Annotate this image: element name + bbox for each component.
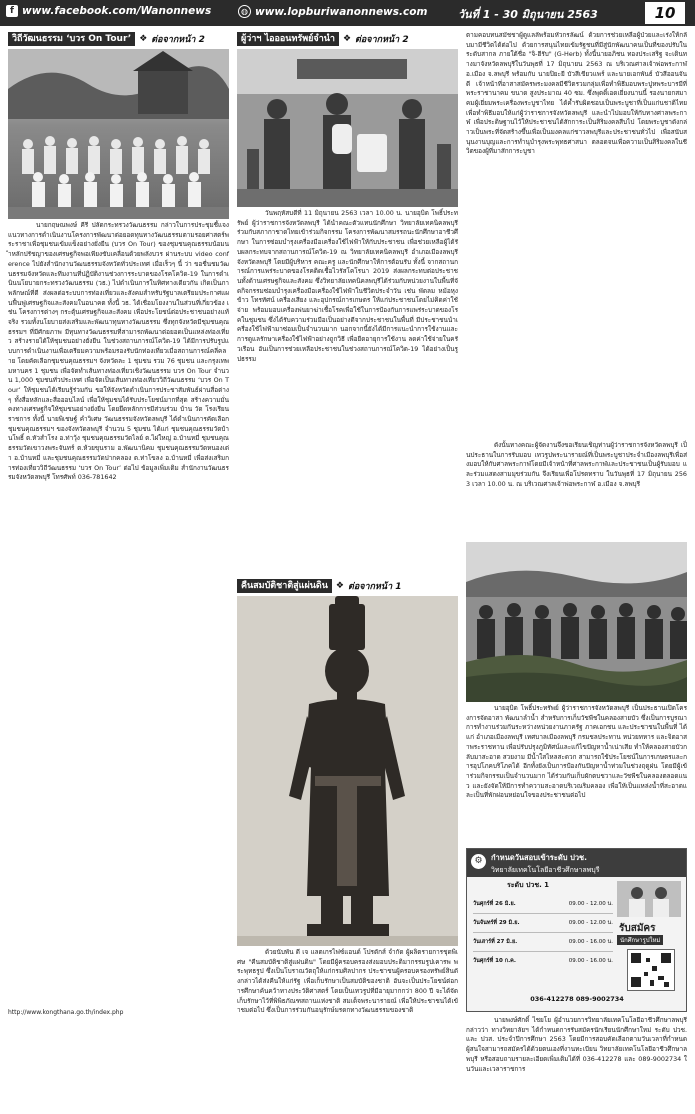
article-body: วันพฤหัสบดีที่ 11 มิถุนายน 2563 เวลา 10.00 น. นายอุบิด โพธิ์ประทรัพย์ ผู้ว่าราชการจังหวัดลพบุรี ได้นำคณะตัวแทนนักศึกษา วิทยาลัยเทคนิคลพบุรี ร่วมกับสภากาชาดไทยเข้าร่วมกิจกรรม โครงการพัฒนาสมรรถนะนักศึกษาอาชีวศึกษา ในการซ่อมบำรุงเครื่องมือเครื่องใช้ไฟฟ้าให้กับประชาชน เพื่อช่วยเหลือผู้ได้รับผลกระทบจากสถานการณ์โควิด-19 ณ วิทยาลัยเทคนิคลพบุรี อำเภอเมืองลพบุรี จังหวัดลพบุรี โดยมีผู้บริหาร คณะครู และนักศึกษาให้การต้อนรับ ทั้งนี้ จากสถานการณ์การแพร่ระบาดของโรคติดเชื้อไวรัสโคโรนา 2019 ส่งผลกระทบต่อประชาชนทั้งด้านเศรษฐกิจและสังคม ซึ่งวิทยาลัยเทคนิคลพบุรีได้ร่วมกับหน่วยงานในพื้นที่จัดกิจกรรมซ่อมบำรุงเครื่องมือเครื่องใช้ไฟฟ้าในชีวิตประจำวัน เช่น พัดลม หม้อหุงข้าว โทรทัศน์ เครื่องเสียง และอุปกรณ์การเกษตร ให้แก่ประชาชนโดยไม่คิดค่าใช้จ่าย พร้อมมอบเครื่องพ่นยาฆ่าเชื้อโรคเพื่อใช้ในการป้องกันการแพร่ระบาดของโรคในชุมชน ซึ่งได้รับความร่วมมือเป็นอย่างดีจากประชาชนในพื้นที่ มีประชาชนนำเครื่องใช้ไฟฟ้ามาซ่อมเป็นจำนวนมาก นอกจากนี้ยังได้มีการแนะนำการใช้งานและการดูแลรักษาเครื่องใช้ไฟฟ้าอย่างถูกวิธี เพื่อยืดอายุการใช้งาน ลดค่าใช้จ่ายในครัวเรือน อันเป็นการช่วยเหลือประชาชนในช่วงสถานการณ์โควิด-19 ได้อย่างเป็นรูปธรรม <box>237 209 458 363</box>
students-photo <box>617 881 681 917</box>
qr-code-icon <box>628 950 674 990</box>
schedule-row <box>473 952 613 970</box>
issue-date: วันที่ 1 - 30 มิถุนายน 2563 <box>458 8 598 21</box>
article-url[interactable]: http://www.kongthana.go.th/index.php <box>8 1009 124 1016</box>
article-body-low: นายอุบิด โพธิ์ประทรัพย์ ผู้ว่าราชการจังหวัดลพบุรี เป็นประธานเปิดโครงการจัดอาสา พัฒนาลำน้ำ สำหรับการเก็บวัชพืชในคลองสายบัว ซึ่งเป็นการบูรณาการทำงานร่วมกันระหว่างหน่วยงานภาครัฐ ภาคเอกชน และประชาชนในพื้นที่ ได้แก่ อำเภอเมืองลพบุรี เทศบาลเมืองลพบุรี กรมชลประทาน หน่วยทหาร และจิตอาสาพระราชทาน เพื่อปรับปรุงภูมิทัศน์และแก้ไขปัญหาน้ำเน่าเสีย ทำให้คลองสายบัวกลับมาสะอาด สวยงาม มีน้ำใสไหลสะดวก สามารถใช้ประโยชน์ในการเกษตรและการอุปโภคบริโภคได้ อีกทั้งยังเป็นการป้องกันปัญหาน้ำท่วมในช่วงฤดูฝน โดยมีผู้เข้าร่วมกิจกรรมเป็นจำนวนมาก ได้ร่วมกันเก็บผักตบชวาและวัชพืชในคลองตลอดแนว และยังจัดให้มีการทำความสะอาดบริเวณริมคลอง เพื่อให้เป็นแหล่งน้ำที่สะอาดและเป็นที่พักผ่อนหย่อนใจของประชาชนต่อไป <box>466 704 688 800</box>
ad-schedule <box>473 895 613 970</box>
admission-ad[interactable] <box>466 848 687 1012</box>
ad-title: กำหนดวันสอบเข้าระดับ ปวช. <box>491 853 587 862</box>
group-photo <box>8 49 229 219</box>
canal-photo <box>466 542 687 702</box>
continued-label: ต่อจากหน้า 2 <box>355 35 409 45</box>
schedule-time: 09.00 - 12.00 น. <box>568 901 613 907</box>
globe-icon: ◍ <box>238 5 251 18</box>
continued-label: ต่อจากหน้า 2 <box>151 35 205 45</box>
section-title: ผู้ว่าฯ ไอออนทรัพย์จำนำ <box>237 32 339 46</box>
article-body-top: ตามคอบทนสมัชชาผู้ดูแลลัพร้อมหัวกรลัฒน์ ด้วยการช่วยเหลือผู้ป่วยและเร่งให้กลับมามีชีวิตได้ต่อไป ด้วยการสนุนไทยเข้มรัฐชนที่มีสู่นักพัฒนาคนเป็นที่ของปรับในระดับสากล ภายใต้ชื่อ "จิ-ฮีรับ" (G-Herb) ทั้งนี้นายอภิชน ทองประเสริฐ จะเดินทางมาจังหวัดลพบุรีในวันพุธที่ 17 มิถุนายน 2563 ณ บริเวณศาลเจ้าพ่อพระกาฬ อ.เมือง จ.ลพบุรี พร้อมกับ นายปิยะยี บัวสีเขียวแพร์ และนายเอกพันธ์ บัวสีออนจันดี เจ้าหน้าที่อาสาสมัครพระมงคลมีชีวิตรวมกลุ่มเพื่อทำพิธีมอบพระปูหพระบารมีที่พระราชานาคม ขนาด สูงประมาณ 40 ซม. ซึ่งพุดดิ์เอดเยี่ยงนานนี้ รองนายกสมาคมผู้เยี่ยมพระเครื่องพระบูชาไทย ได้ค้ำรับผิดชอบเป็นพระบูชาที่เป็นแก่นชาติไทย เพื่อทำพิธีมอบให้แก่ผู้ว่าราชการจังหวัดลพบุรี และนำไปมอบให้กับทางศาลพระกาฬ เพื่อประดิษฐานไว้ให้ประชาชนได้สักการะเป็นสิริมงคลสืบไป โดยพระบูชาดังกล่าวเป็นพระที่จัดสร้างขึ้นเพื่อเป็นมงคลแก่ชาวลพบุรีและประชาชนทั่วไป เพื่อสนับสนุนงานบุญและการทำนุบำรุงพระพุทธศาสนา ตลอดจนเพื่อความเป็นสิริมงคลในชีวิตของผู้ที่มาสักการะบูชา <box>466 31 687 156</box>
facebook-link[interactable] <box>6 5 211 17</box>
section-heading <box>8 31 229 47</box>
page-header <box>0 0 695 26</box>
schedule-date: วันศุกร์ที่ 10 ก.ค. <box>473 958 516 964</box>
schedule-date: วันจันทร์ที่ 29 มิ.ย. <box>473 920 520 926</box>
ad-school: วิทยาลัยเทคโนโลยีอาชีวศึกษาลพบุรี <box>491 866 600 874</box>
article-body: นายกฤษณพงษ์ คีรี ปลัดกระทรวงวัฒนธรรม กล่าวในการประชุมชี้แจงแนวทางการดำเนินงานโครงการพัฒนาต่อยอดทุนทางวัฒนธรรมตามรอยศาสตร์พระราชาเพื่อชุมชนเข้มแข็งอย่างยั่งยืน (บวร On Tour) ของชุมชนคุณธรรมน้อมนำหลักปรัชญาของเศรษฐกิจพอเพียงขับเคลื่อนด้วยพลังบวร ผ่านระบบ video conference ไปยังสำนักงานวัฒนธรรมจังหวัดทั่วประเทศ เมื่อเร็วๆ นี้ ว่า ขอชื่นชมวัฒนธรรมจังหวัดและทีมงานที่ปฏิบัติงานช่วงการระบาดของโรคโควิด-19 ในการดำเนินนโยบายกระทรวงวัฒนธรรม (วธ.) ไปดำเนินการในทิศทางเดียวกัน เกิดเป็นภาพลักษณ์ที่ดี ส่งผลต่อระบบการท่องเที่ยวและสังคมสำหรับรัฐบาลเตรียมประกาศแผนฟื้นฟูเศรษฐกิจและสังคมในอนาคต ทั้งนี้ วธ. ได้เชื่อมโยงงานในส่วนที่เกี่ยวข้อง เช่น โครงการต่างๆ กระตุ้นเศรษฐกิจและสังคม เพื่อประโยชน์ต่อประชาชนอย่างแท้จริง รวมทั้งนโยบายส่งเสริมและพัฒนาทุนทางวัฒนธรรม ซึ่งทุกจังหวัดมีชุมชนคุณธรรมฯ ที่มีศักยภาพ มีทุนทางวัฒนธรรมที่สามารถพัฒนาต่อยอดเป็นแหล่งท่องเที่ยว สร้างรายได้ให้ชุมชนอย่างยั่งยืน ในช่วงสถานการณ์โควิด-19 ได้มีการปรับรูปแบบการดำเนินงานเพื่อเตรียมความพร้อมรองรับนักท่องเที่ยวเมื่อสถานการณ์คลี่คลาย โดยคัดเลือกชุมชนคุณธรรมฯ จังหวัดละ 1 ชุมชน รวม 76 ชุมชน และกรุงเทพมหานคร 1 ชุมชน เพื่อจัดทำเส้นทางท่องเที่ยวเชิงวัฒนธรรม บวร On Tour จำนวน 1,000 ชุมชนทั่วประเทศ เพื่อจัดเป็นเส้นทางท่องเที่ยววิถีวัฒนธรรม ‘บวร On Tour’ ให้ชุมชนได้เรียนรู้ร่วมกัน ขอให้จังหวัดดำเนินการประชาสัมพันธ์ผ่านสื่อต่างๆ ทั้งสื่อหลักและสื่อออนไลน์ เพื่อให้ชุมชนได้รับประโยชน์มากที่สุด สร้างความมั่นคงทางเศรษฐกิจให้ชุมชนอย่างยั่งยืน โดยยึดหลักการมีส่วนร่วม บ้าน วัด โรงเรียน ราชการ ทั้งนี้ นายพิเชษฐ์ คำวิเศษ วัฒนธรรมจังหวัดลพบุรี ได้ดำเนินการคัดเลือกชุมชนคุณธรรมฯ ของจังหวัดลพบุรี จำนวน 5 ชุมชน ได้แก่ ชุมชนคุณธรรมวัดบ้านโพธิ์ ต.หัวสำโรง อ.ท่าวุ้ง ชุมชนคุณธรรมวัดไลย์ ต.ไผ่ใหญ่ อ.บ้านหมี่ ชุมชนคุณธรรมวัดเขาวงพระจันทร์ ต.ห้วยขุนราม อ.พัฒนานิคม ชุมชนคุณธรรมวัดหนองเต่า อ.บ้านหมี่ และชุมชนคุณธรรมวัดปากคลอง ต.ท่าโขลง อ.บ้านหมี่ เพื่อส่งเสริมการท่องเที่ยววิถีวัฒนธรรม ‘บวร On Tour’ ต่อไป ข้อมูลเพิ่มเติม สำนักงานวัฒนธรรมจังหวัดลพบุรี โทรศัพท์ 036-781642 <box>8 221 229 482</box>
qr-code[interactable] <box>627 949 675 991</box>
schedule-row <box>473 933 613 952</box>
schedule-row <box>473 914 613 933</box>
statue-photo-image <box>237 596 458 946</box>
page-number: 10 <box>645 2 685 24</box>
diamond-icon: ❖ <box>342 34 352 44</box>
ceremony-photo-image <box>237 49 458 207</box>
section-title: คืนสมบัติชาติสู่แผ่นดิน <box>237 579 332 593</box>
apply-label: รับสมัคร <box>619 923 656 934</box>
section-title: วิถีวัฒนธรรม ‘บวร On Tour’ <box>8 32 135 46</box>
schedule-date: วันเสาร์ที่ 27 มิ.ย. <box>473 939 518 945</box>
group-photo-image <box>8 49 229 219</box>
statue-photo <box>237 596 458 946</box>
schedule-time: 09.00 - 12.00 น. <box>568 920 613 926</box>
diamond-icon: ❖ <box>139 34 148 44</box>
ceremony-photo <box>237 49 458 207</box>
schedule-time: 09.00 - 16.00 น. <box>568 958 613 964</box>
apply-sub: นักศึกษารูปใหม่ <box>617 935 663 945</box>
column-governor <box>237 31 458 1058</box>
website-url: www.lopburiwanonnews.com <box>255 5 428 18</box>
canal-photo-image <box>466 542 687 702</box>
ad-header <box>467 849 686 877</box>
schedule-time: 09.00 - 16.00 น. <box>568 939 613 945</box>
facebook-url: www.facebook.com/Wanonnews <box>22 5 212 17</box>
diamond-icon: ❖ <box>335 581 344 591</box>
article-body-mid: ดังนั้นทางคณะผู้จัดงานจึงขอเรียนเชิญท่านผู้ว่าราชการจังหวัดลพบุรี เป็นประธานในการรับมอบ เทวรูปพระนารายณ์ที่เป็นพระบูชาประจำเมืองลพบุรีเพื่อส่งมอบให้กับศาลพระกาฬโดยมีเจ้าหน้าที่ศาลพระกาฬและประชาชนเป็นผู้รับมอบ และร่วมแสดงสามมุขร่วมกัน จึงเรียนเพื่อโปรดทราบ ในวันพุธที่ 17 มิถุนายน 2563 เวลา 10.00 น. ณ บริเวณศาลเจ้าพ่อพระกาฬ อ.เมือง จ.ลพบุรี <box>466 441 687 488</box>
students-image <box>617 881 681 917</box>
school-logo-icon: ⚙ <box>471 854 486 869</box>
facebook-icon: f <box>6 5 18 17</box>
schedule-row <box>473 895 613 914</box>
section-heading-heritage <box>237 578 458 594</box>
ad-level: ระดับ ปวช. 1 <box>507 881 550 889</box>
column-culture <box>8 31 229 1017</box>
statue-caption: ด้วยนับพัน ดี เจ แลตเกรไฟซ์แอนด์ โปรดักส์ จำกัด ผู้ผลิตรายการชุดพิเศษ "คืนสมบัติชาติสู่แผ่นดิน" โดยมีผู้ครอบครองส่งมอบประติมากรรมรูปเคารพ พระพุทธรูป ซึ่งเป็นโบราณวัตถุให้แก่กรมศิลปากร ประชาชนผู้ครอบครองทรัพย์สินดังกล่าวได้ส่งคืนให้แก่รัฐ เพื่อเก็บรักษาเป็นสมบัติของชาติ อันจะเป็นประโยชน์ต่อการศึกษาค้นคว้าทางประวัติศาสตร์ โดยเป็นเทวรูปที่มีอายุมากกว่า 800 ปี จะได้จัดเก็บรักษาไว้ที่พิพิธภัณฑสถานแห่งชาติ สมเด็จพระนารายณ์ เพื่อให้ประชาชนได้เข้าชมต่อไป ซึ่งเป็นการร่วมกันอนุรักษ์มรดกทางวัฒนธรรมของชาติ <box>237 948 458 1015</box>
section-heading <box>237 31 458 47</box>
ad-phone: 036-412278 089-9002734 <box>530 995 624 1003</box>
continued-label: ต่อจากหน้า 1 <box>347 582 402 592</box>
schedule-date: วันศุกร์ที่ 26 มิ.ย. <box>473 901 516 907</box>
article-body-bottom: นายพงษ์ศักดิ์ ไชยโย ผู้อำนวยการวิทยาลัยเทคโนโลยีอาชีวศึกษาลพบุรี กล่าวว่า ทางวิทยาลัยฯ ได้กำหนดการรับสมัครนักเรียนนักศึกษาใหม่ ระดับ ปวช. และ ปวส. ประจำปีการศึกษา 2563 โดยมีการสอบคัดเลือกตามวันเวลาที่กำหนด ผู้สนใจสามารถสมัครได้ด้วยตนเองที่งานทะเบียน วิทยาลัยเทคโนโลยีอาชีวศึกษาลพบุรี หรือสอบถามรายละเอียดเพิ่มเติมได้ที่ 036-412278 และ 089-9002734 ในวันและเวลาราชการ <box>466 1016 687 1073</box>
website-link[interactable] <box>238 5 427 18</box>
column-ceremony <box>466 31 687 1114</box>
